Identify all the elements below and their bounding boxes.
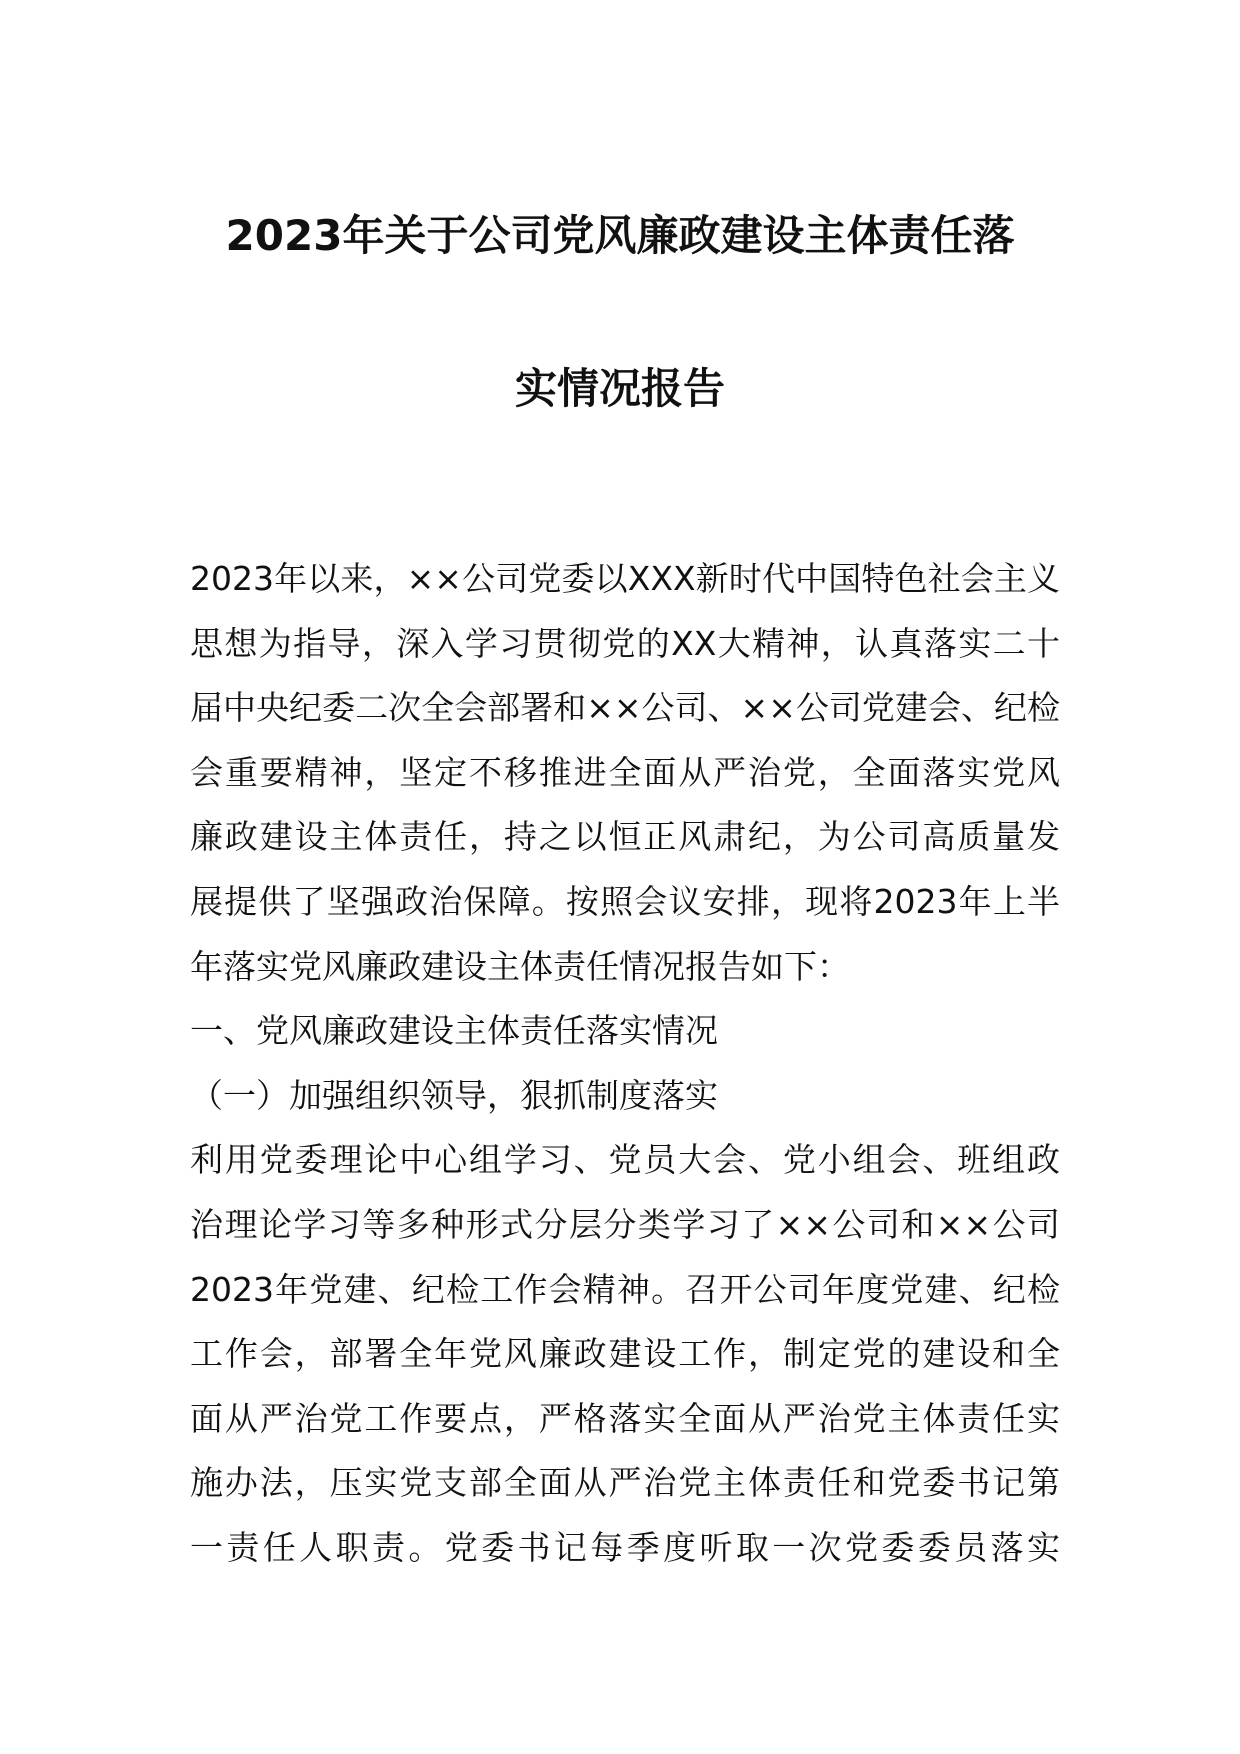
body-line: 廉政建设主体责任，持之以恒正风肃纪，为公司高质量发 [190,817,1060,857]
body-line: 工作会，部署全年党风廉政建设工作，制定党的建设和全 [190,1334,1060,1374]
document-body [190,547,1060,1581]
subsection-heading: （一）加强组织领导，狠抓制度落实 [190,1075,718,1115]
body-line: 利用党委理论中心组学习、党员大会、党小组会、班组政 [190,1140,1060,1180]
body-line: 展提供了坚强政治保障。按照会议安排，现将2023年上半 [190,881,1060,921]
body-line: 治理论学习等多种形式分层分类学习了××公司和××公司 [190,1204,1060,1244]
body-line: 2023年党建、纪检工作会精神。召开公司年度党建、纪检 [190,1269,1060,1309]
body-line: 一责任人职责。党委书记每季度听取一次党委委员落实 [190,1527,1060,1567]
section-heading: 一、党风廉政建设主体责任落实情况 [190,1011,718,1051]
document-title-line-1: 2023年关于公司党风廉政建设主体责任落 [225,211,1015,260]
body-line: 2023年以来，××公司党委以XXX新时代中国特色社会主义 [190,559,1060,598]
body-line: 届中央纪委二次全会部署和××公司、××公司党建会、纪检 [190,688,1060,728]
body-line: 思想为指导，深入学习贯彻党的XX大精神，认真落实二十 [190,623,1060,663]
body-line: 年落实党风廉政建设主体责任情况报告如下： [190,946,850,986]
body-line: 面从严治党工作要点，严格落实全面从严治党主体责任实 [190,1398,1060,1438]
body-line: 会重要精神，坚定不移推进全面从严治党，全面落实党风 [190,752,1060,792]
document-title-line-2: 实情况报告 [514,364,725,413]
body-line: 施办法，压实党支部全面从严治党主体责任和党委书记第 [190,1463,1060,1503]
